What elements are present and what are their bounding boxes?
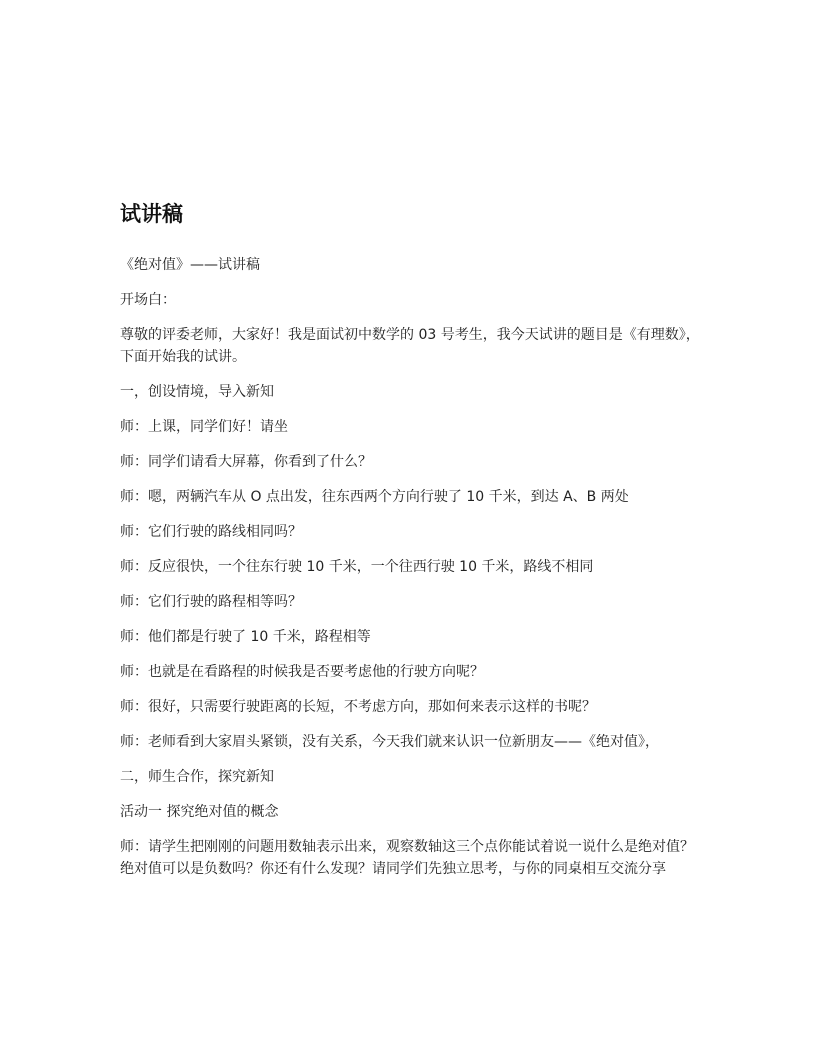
section-heading-2: 二，师生合作，探究新知 xyxy=(120,769,274,785)
paragraph-lesson-title: 《绝对值》——试讲稿 xyxy=(120,257,260,273)
section-heading-1: 一，创设情境，导入新知 xyxy=(120,384,274,400)
paragraph: 师：它们行驶的路程相等吗？ xyxy=(120,594,302,610)
document-body xyxy=(120,196,700,893)
paragraph: 师：它们行驶的路线相同吗？ xyxy=(120,524,302,540)
paragraph: 师：反应很快，一个往东行驶 10 千米，一个往西行驶 10 千米，路线不相同 xyxy=(120,559,594,575)
paragraph-opening-label: 开场白： xyxy=(120,292,176,308)
paragraph: 师：上课，同学们好！请坐 xyxy=(120,419,288,435)
paragraph: 师：也就是在看路程的时候我是否要考虑他的行驶方向呢？ xyxy=(120,664,484,680)
paragraph: 师：请学生把刚刚的问题用数轴表示出来，观察数轴这三个点你能试着说一说什么是绝对值？绝对值可以是负数吗？你还有什么发现？请同学们先独立思考，与你的同桌相互交流分享 xyxy=(120,839,694,877)
paragraph-greeting: 尊敬的评委老师，大家好！我是面试初中数学的 03 号考生，我今天试讲的题目是《有理数》，下面开始我的试讲。 xyxy=(120,327,700,365)
paragraph: 师：嗯，两辆汽车从 O 点出发，往东西两个方向行驶了 10 千米，到达 A、B 两处 xyxy=(120,489,629,505)
paragraph: 师：很好，只需要行驶距离的长短，不考虑方向，那如何来表示这样的书呢？ xyxy=(120,699,596,715)
paragraph: 师：他们都是行驶了 10 千米，路程相等 xyxy=(120,629,371,645)
paragraph: 师：同学们请看大屏幕，你看到了什么？ xyxy=(120,454,372,470)
activity-heading: 活动一 探究绝对值的概念 xyxy=(120,804,279,820)
document-title: 试讲稿 xyxy=(120,202,183,226)
paragraph: 师：老师看到大家眉头紧锁，没有关系，今天我们就来认识一位新朋友——《绝对值》， xyxy=(120,734,659,750)
